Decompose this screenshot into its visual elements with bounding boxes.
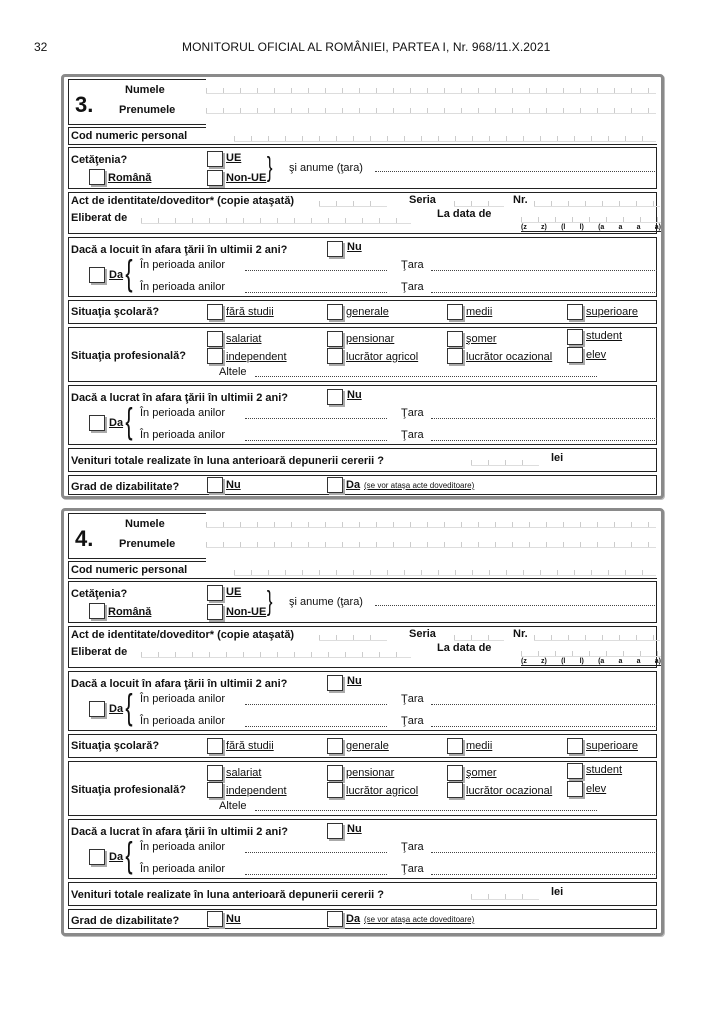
name-input[interactable]	[206, 515, 656, 528]
worked-abroad-yes-label: Da	[109, 851, 124, 863]
date-format-char: a	[618, 224, 623, 231]
education-general-checkbox[interactable]	[327, 304, 343, 320]
lived-country-1-input[interactable]	[431, 695, 657, 705]
cnp-label-box	[68, 127, 206, 144]
prof-pupil-label: elev	[586, 783, 607, 795]
prof-occasional-label: lucrător ocazional	[466, 351, 553, 363]
id-doc-extra-input[interactable]	[319, 628, 387, 641]
id-document-section	[68, 192, 661, 234]
date-format-hint	[521, 658, 661, 666]
issued-by-input[interactable]	[141, 645, 411, 658]
citizenship-nonue-checkbox[interactable]	[207, 170, 223, 186]
worked-abroad-no-checkbox[interactable]	[327, 823, 343, 839]
prof-independent-checkbox[interactable]	[207, 348, 223, 364]
citizenship-ue-checkbox[interactable]	[207, 151, 223, 167]
citizenship-nonue-label: Non-UE	[226, 606, 267, 618]
prof-student-label: student	[586, 330, 623, 342]
prof-pupil-checkbox[interactable]	[567, 347, 583, 363]
issue-date-label: La data de	[437, 208, 492, 220]
lived-period-2-input[interactable]	[245, 717, 387, 727]
lived-period-1-label: În perioada anilor	[140, 693, 226, 705]
id-series-label: Seria	[409, 194, 436, 206]
education-higher-label: superioare	[586, 306, 638, 318]
prof-independent-label: independent	[226, 785, 287, 797]
income-input[interactable]	[471, 453, 539, 466]
disability-question: Grad de dizabilitate?	[71, 915, 180, 927]
date-format-hint	[521, 224, 661, 232]
issue-date-label: La data de	[437, 642, 492, 654]
id-document-section	[68, 626, 661, 668]
id-series-label: Seria	[409, 628, 436, 640]
worked-period-2-label: În perioada anilor	[140, 429, 226, 441]
worked-abroad-section	[68, 819, 657, 879]
lived-period-2-input[interactable]	[245, 283, 387, 293]
date-format-char: l)	[579, 658, 584, 665]
worked-country-2-label: Ţara	[401, 863, 424, 875]
issued-by-input[interactable]	[141, 211, 411, 224]
prof-employed-label: salariat	[226, 767, 262, 779]
worked-period-1-label: În perioada anilor	[140, 841, 226, 853]
prof-pupil-label: elev	[586, 349, 607, 361]
page-header	[0, 40, 724, 56]
prof-unemployed-label: şomer	[466, 333, 497, 345]
worked-country-1-input[interactable]	[431, 843, 657, 853]
date-format-char: (a	[598, 224, 605, 231]
prof-occasional-checkbox[interactable]	[447, 782, 463, 798]
issued-by-label: Eliberat de	[71, 646, 128, 658]
disability-section	[68, 475, 657, 495]
lived-period-1-input[interactable]	[245, 261, 387, 271]
lived-abroad-yes-checkbox[interactable]	[89, 701, 105, 717]
prof-unemployed-checkbox[interactable]	[447, 331, 463, 347]
disability-yes-checkbox[interactable]	[327, 477, 343, 493]
citizenship-romana-checkbox[interactable]	[89, 169, 105, 185]
lived-period-1-input[interactable]	[245, 695, 387, 705]
prof-independent-label: independent	[226, 351, 287, 363]
date-format-char: (l	[561, 658, 566, 665]
prof-retired-checkbox[interactable]	[327, 331, 343, 347]
citizenship-ue-checkbox[interactable]	[207, 585, 223, 601]
name-input[interactable]	[206, 81, 656, 94]
education-section	[68, 300, 657, 324]
date-format-char: (l	[561, 224, 566, 231]
surname-label: Prenumele	[119, 538, 176, 550]
lived-country-1-label: Ţara	[401, 693, 424, 705]
lived-abroad-no-label: Nu	[347, 241, 362, 253]
worked-abroad-question: Dacă a lucrat în afara ţării în ultimii 2 ani?	[71, 392, 289, 404]
citizenship-country-input[interactable]	[375, 596, 655, 606]
cnp-label-box	[68, 561, 206, 578]
citizenship-romana-checkbox[interactable]	[89, 603, 105, 619]
prof-agricultural-checkbox[interactable]	[327, 782, 343, 798]
disability-no-checkbox[interactable]	[207, 477, 223, 493]
lived-abroad-no-checkbox[interactable]	[327, 241, 343, 257]
prof-other-label: Altele	[219, 800, 247, 812]
surname-input[interactable]	[206, 535, 656, 548]
id-doc-label: Act de identitate/doveditor* (copie ataşată)	[71, 629, 295, 641]
prof-unemployed-label: şomer	[466, 767, 497, 779]
page-number: 32	[34, 40, 48, 54]
income-label: Venituri totale realizate în luna anterioară depunerii cererii ?	[71, 889, 384, 901]
publication-title: MONITORUL OFICIAL AL ROMÂNIEI, PARTEA I, Nr. 968/11.X.2021	[182, 40, 551, 54]
citizenship-section	[68, 581, 657, 623]
worked-abroad-no-checkbox[interactable]	[327, 389, 343, 405]
date-format-char: z)	[541, 224, 547, 231]
person-number-box	[68, 513, 206, 559]
worked-country-2-label: Ţara	[401, 429, 424, 441]
worked-abroad-no-label: Nu	[347, 389, 362, 401]
prof-student-checkbox[interactable]	[567, 329, 583, 345]
lived-country-2-input[interactable]	[431, 283, 657, 293]
worked-abroad-yes-checkbox[interactable]	[89, 849, 105, 865]
worked-abroad-question: Dacă a lucrat în afara ţării în ultimii 2 ani?	[71, 826, 289, 838]
citizenship-ue-label: UE	[226, 586, 242, 598]
prof-other-label: Altele	[219, 366, 247, 378]
worked-period-2-input[interactable]	[245, 431, 387, 441]
education-none-checkbox[interactable]	[207, 304, 223, 320]
date-format-char: a	[618, 658, 623, 665]
lived-period-2-label: În perioada anilor	[140, 715, 226, 727]
lived-period-1-label: În perioada anilor	[140, 259, 226, 271]
worked-period-1-label: În perioada anilor	[140, 407, 226, 419]
date-format-char: (z	[521, 224, 527, 231]
income-input[interactable]	[471, 887, 539, 900]
prof-occasional-label: lucrător ocazional	[466, 785, 553, 797]
lived-abroad-no-label: Nu	[347, 675, 362, 687]
education-medium-label: medii	[466, 306, 493, 318]
id-doc-label: Act de identitate/doveditor* (copie ataşată)	[71, 195, 295, 207]
prof-agricultural-label: lucrător agricol	[346, 785, 419, 797]
prof-retired-checkbox[interactable]	[327, 765, 343, 781]
lived-period-2-label: În perioada anilor	[140, 281, 226, 293]
worked-period-1-input[interactable]	[245, 409, 387, 419]
prof-employed-checkbox[interactable]	[207, 331, 223, 347]
brace-icon: }	[266, 151, 273, 182]
disability-question: Grad de dizabilitate?	[71, 481, 180, 493]
date-format-char: a)	[654, 658, 661, 665]
name-label: Numele	[125, 518, 165, 530]
prof-agricultural-label: lucrător agricol	[346, 351, 419, 363]
lived-abroad-question: Dacă a locuit în afara ţării în ultimii 2 ani?	[71, 678, 288, 690]
worked-country-2-input[interactable]	[431, 431, 657, 441]
prof-student-label: student	[586, 764, 623, 776]
professional-section	[68, 327, 657, 382]
brace-icon: {	[125, 686, 133, 727]
disability-yes-label: Da	[346, 913, 361, 925]
worked-period-2-label: În perioada anilor	[140, 863, 226, 875]
income-section	[68, 882, 657, 906]
date-format-char: a)	[654, 224, 661, 231]
worked-period-2-input[interactable]	[245, 865, 387, 875]
lived-country-2-input[interactable]	[431, 717, 657, 727]
date-format-char: (z	[521, 658, 527, 665]
education-question: Situaţia şcolară?	[71, 306, 160, 318]
date-format-char: a	[636, 224, 641, 231]
lived-abroad-yes-checkbox[interactable]	[89, 267, 105, 283]
cnp-input[interactable]	[234, 563, 656, 576]
education-medium-checkbox[interactable]	[447, 304, 463, 320]
date-format-char: l)	[579, 224, 584, 231]
disability-no-checkbox[interactable]	[207, 911, 223, 927]
date-format-char: a	[636, 658, 641, 665]
lived-abroad-section	[68, 671, 657, 731]
prof-student-checkbox[interactable]	[567, 763, 583, 779]
income-currency: lei	[551, 452, 564, 464]
prof-retired-label: pensionar	[346, 767, 395, 779]
worked-abroad-no-label: Nu	[347, 823, 362, 835]
prof-unemployed-checkbox[interactable]	[447, 765, 463, 781]
worked-abroad-yes-label: Da	[109, 417, 124, 429]
lived-country-1-label: Ţara	[401, 259, 424, 271]
disability-section	[68, 909, 657, 929]
issue-date-input[interactable]	[521, 644, 661, 657]
disability-yes-label: Da	[346, 479, 361, 491]
id-doc-extra-input[interactable]	[319, 194, 387, 207]
disability-yes-note: (se vor ataşa acte doveditoare)	[364, 915, 475, 924]
education-general-label: generale	[346, 740, 389, 752]
education-general-label: generale	[346, 306, 389, 318]
citizenship-question: Cetăţenia?	[71, 588, 128, 600]
lived-abroad-yes-label: Da	[109, 269, 124, 281]
id-series-input[interactable]	[454, 194, 504, 207]
education-higher-label: superioare	[586, 740, 638, 752]
prof-agricultural-checkbox[interactable]	[327, 348, 343, 364]
education-none-label: fără studii	[226, 740, 274, 752]
education-none-checkbox[interactable]	[207, 738, 223, 754]
prof-employed-checkbox[interactable]	[207, 765, 223, 781]
person-number: 3.	[75, 92, 94, 117]
date-format-char: (a	[598, 658, 605, 665]
prof-occasional-checkbox[interactable]	[447, 348, 463, 364]
citizenship-romana-label: Română	[108, 606, 152, 618]
brace-icon: {	[125, 400, 133, 441]
education-question: Situaţia şcolară?	[71, 740, 160, 752]
income-currency: lei	[551, 886, 564, 898]
name-label: Numele	[125, 84, 165, 96]
brace-icon: {	[125, 252, 133, 293]
prof-retired-label: pensionar	[346, 333, 395, 345]
issued-by-label: Eliberat de	[71, 212, 128, 224]
citizenship-ue-label: UE	[226, 152, 242, 164]
prof-other-input[interactable]	[255, 801, 597, 811]
worked-abroad-section	[68, 385, 657, 445]
income-label: Venituri totale realizate în luna anterioară depunerii cererii ?	[71, 455, 384, 467]
professional-question: Situaţia profesională?	[71, 350, 186, 362]
prof-independent-checkbox[interactable]	[207, 782, 223, 798]
id-number-label: Nr.	[513, 628, 528, 640]
lived-abroad-question: Dacă a locuit în afara ţării în ultimii 2 ani?	[71, 244, 288, 256]
professional-question: Situaţia profesională?	[71, 784, 186, 796]
professional-section	[68, 761, 657, 816]
citizenship-country-label: şi anume (ţara)	[289, 162, 363, 174]
surname-input[interactable]	[206, 101, 656, 114]
worked-period-1-input[interactable]	[245, 843, 387, 853]
disability-no-label: Nu	[226, 479, 241, 491]
brace-icon: }	[266, 585, 273, 616]
lived-abroad-no-checkbox[interactable]	[327, 675, 343, 691]
cnp-input[interactable]	[234, 129, 656, 142]
prof-other-input[interactable]	[255, 367, 597, 377]
id-number-input[interactable]	[534, 628, 660, 641]
person-number: 4.	[75, 526, 94, 551]
lived-country-2-label: Ţara	[401, 715, 424, 727]
citizenship-question: Cetăţenia?	[71, 154, 128, 166]
worked-country-1-input[interactable]	[431, 409, 657, 419]
income-section	[68, 448, 657, 472]
prof-pupil-checkbox[interactable]	[567, 781, 583, 797]
disability-yes-checkbox[interactable]	[327, 911, 343, 927]
citizenship-country-input[interactable]	[375, 162, 655, 172]
citizenship-country-label: şi anume (ţara)	[289, 596, 363, 608]
citizenship-nonue-label: Non-UE	[226, 172, 267, 184]
issue-date-input[interactable]	[521, 210, 661, 223]
education-higher-checkbox[interactable]	[567, 304, 583, 320]
education-medium-label: medii	[466, 740, 493, 752]
worked-abroad-yes-checkbox[interactable]	[89, 415, 105, 431]
date-format-char: z)	[541, 658, 547, 665]
person-card-4	[61, 508, 664, 936]
citizenship-nonue-checkbox[interactable]	[207, 604, 223, 620]
worked-country-1-label: Ţara	[401, 841, 424, 853]
worked-country-2-input[interactable]	[431, 865, 657, 875]
disability-no-label: Nu	[226, 913, 241, 925]
education-none-label: fără studii	[226, 306, 274, 318]
cnp-label: Cod numeric personal	[71, 564, 188, 576]
citizenship-section	[68, 147, 657, 189]
lived-abroad-section	[68, 237, 657, 297]
cnp-label: Cod numeric personal	[71, 130, 188, 142]
person-card-3	[61, 74, 664, 499]
worked-country-1-label: Ţara	[401, 407, 424, 419]
education-higher-checkbox[interactable]	[567, 738, 583, 754]
education-medium-checkbox[interactable]	[447, 738, 463, 754]
person-number-box	[68, 79, 206, 125]
lived-country-2-label: Ţara	[401, 281, 424, 293]
citizenship-romana-label: Română	[108, 172, 152, 184]
id-number-label: Nr.	[513, 194, 528, 206]
brace-icon: {	[125, 834, 133, 875]
surname-label: Prenumele	[119, 104, 176, 116]
id-series-input[interactable]	[454, 628, 504, 641]
prof-employed-label: salariat	[226, 333, 262, 345]
disability-yes-note: (se vor ataşa acte doveditoare)	[364, 481, 475, 490]
education-general-checkbox[interactable]	[327, 738, 343, 754]
lived-abroad-yes-label: Da	[109, 703, 124, 715]
lived-country-1-input[interactable]	[431, 261, 657, 271]
education-section	[68, 734, 657, 758]
id-number-input[interactable]	[534, 194, 660, 207]
